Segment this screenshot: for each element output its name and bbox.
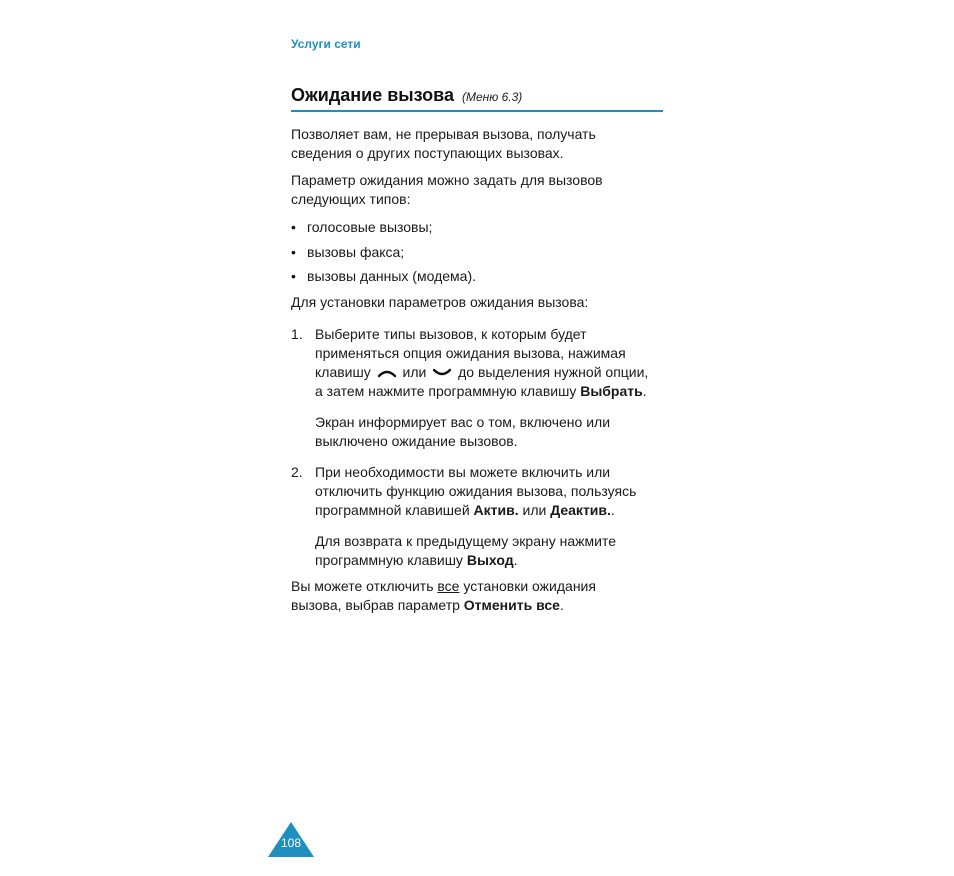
step-line: При необходимости вы можете включить или — [315, 464, 611, 480]
setup-intro: Для установки параметров ожидания вызова: — [291, 294, 589, 310]
cancel-all-paragraph — [291, 577, 596, 615]
step-line: а затем нажмите программную клавишу Выбрать. — [315, 383, 647, 399]
step-line: программной клавишей Актив. или Деактив.. — [315, 502, 615, 518]
step-line: применяться опция ожидания вызова, нажимая — [315, 345, 626, 361]
note-line: Для возврата к предыдущему экрану нажмите — [315, 533, 616, 549]
step-2-text — [315, 463, 675, 520]
page-heading — [291, 85, 663, 112]
up-key-icon — [378, 368, 396, 378]
bullet-icon: • — [291, 244, 296, 260]
step-2-note — [315, 532, 616, 570]
step-line: клавишу или до выделения нужной опции, — [315, 364, 649, 380]
paragraph-line: Вы можете отключить все установки ожидания — [291, 578, 596, 594]
soft-key-exit: Выход — [466, 552, 514, 568]
bullet-icon: • — [291, 219, 296, 235]
down-key-icon — [433, 368, 451, 378]
option-cancel-all: Отменить все — [463, 597, 560, 613]
step-1-number: 1. — [291, 326, 303, 342]
intro-paragraph — [291, 125, 596, 163]
note-line: Экран информирует вас о том, включено или — [315, 414, 611, 430]
menu-reference: (Меню 6.3) — [461, 90, 523, 104]
page-number-badge — [267, 822, 315, 858]
intro-line: Позволяет вам, не прерывая вызова, получать — [291, 126, 596, 142]
param-line: следующих типов: — [291, 191, 411, 207]
param-paragraph — [291, 171, 603, 209]
intro-line: сведения о других поступающих вызовах. — [291, 145, 564, 161]
step-1-text — [315, 325, 675, 401]
step-line: отключить функцию ожидания вызова, пользуясь — [315, 483, 637, 499]
soft-key-activate: Актив. — [473, 502, 519, 518]
page-title: Ожидание вызова — [291, 85, 454, 105]
step-line: Выберите типы вызовов, к которым будет — [315, 326, 587, 342]
list-item-text: вызовы данных (модема). — [307, 268, 476, 284]
list-item-text: голосовые вызовы; — [307, 219, 433, 235]
note-line: выключено ожидание вызовов. — [315, 433, 518, 449]
page-number: 108 — [280, 836, 302, 850]
underlined-word: все — [437, 578, 460, 594]
note-line: программную клавишу Выход. — [315, 552, 518, 568]
soft-key-deactivate: Деактив. — [550, 502, 611, 518]
step-1-note — [315, 413, 610, 451]
paragraph-line: вызова, выбрав параметр Отменить все. — [291, 597, 564, 613]
soft-key-select: Выбрать — [580, 383, 643, 399]
section-label: Услуги сети — [291, 37, 361, 51]
list-item-text: вызовы факса; — [307, 244, 405, 260]
step-2-number: 2. — [291, 464, 303, 480]
bullet-icon: • — [291, 268, 296, 284]
param-line: Параметр ожидания можно задать для вызовов — [291, 172, 603, 188]
